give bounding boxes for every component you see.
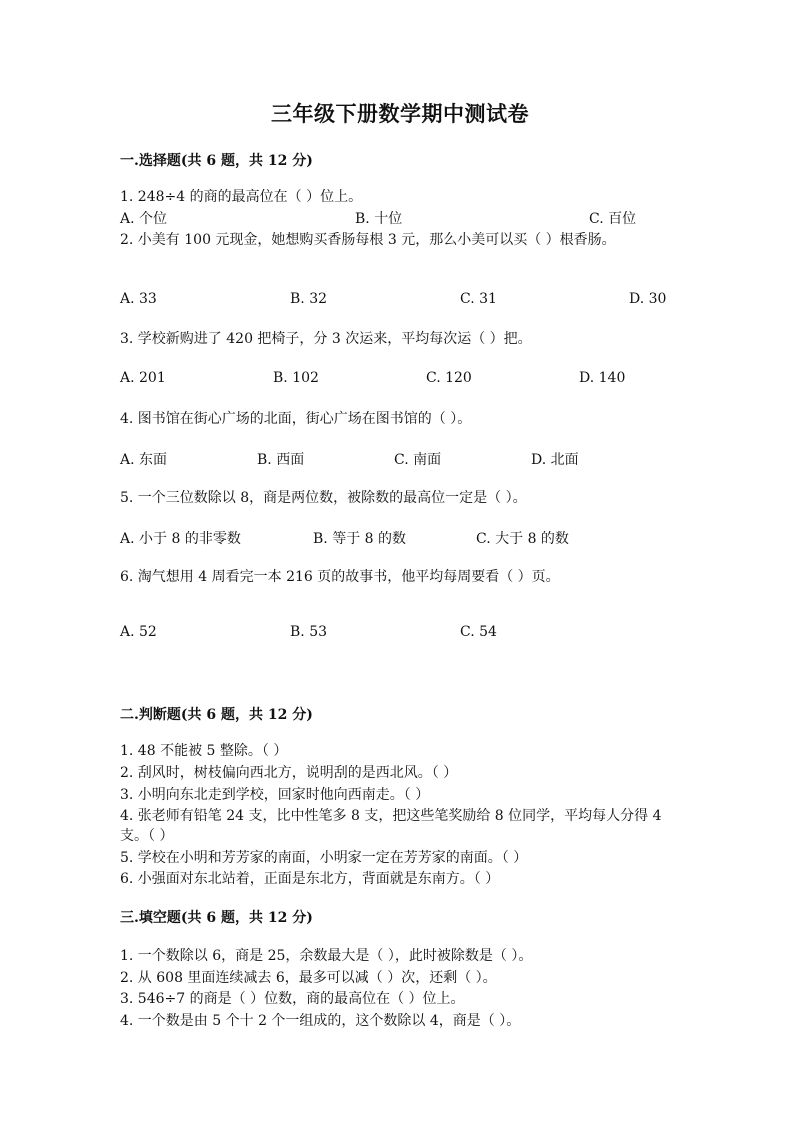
section-heading-judgment: 二.判断题(共 6 题，共 12 分) [120,707,313,723]
option-1-1-b: B. 十位 [355,211,403,227]
option-1-2-b: B. 32 [290,291,328,307]
option-1-2-c: C. 31 [460,291,497,307]
option-1-4-c: C. 南面 [394,452,442,468]
fill-item-2: 2. 从 608 里面连续减去 6，最多可以减（ ）次，还剩（ ）。 [120,970,497,986]
option-1-5-b: B. 等于 8 的数 [313,531,406,547]
option-1-3-c: C. 120 [426,370,472,386]
fill-item-4: 4. 一个数是由 5 个十 2 个一组成的，这个数除以 4，商是（ ）。 [120,1013,521,1029]
question-1-1: 1. 248÷4 的商的最高位在（ ）位上。 [120,189,363,205]
question-1-6: 6. 淘气想用 4 周看完一本 216 页的故事书，他平均每周要看（ ）页。 [120,569,560,585]
option-1-2-d: D. 30 [629,291,667,307]
option-1-1-a: A. 个位 [120,211,168,227]
option-1-5-c: C. 大于 8 的数 [476,531,569,547]
judgment-item-6: 6. 小强面对东北站着，正面是东北方，背面就是东南方。（ ） [120,871,500,887]
judgment-item-5: 5. 学校在小明和芳芳家的南面，小明家一定在芳芳家的南面。（ ） [120,850,528,866]
option-1-4-d: D. 北面 [531,452,579,468]
option-1-2-a: A. 33 [120,291,157,307]
judgment-item-3: 3. 小明向东北走到学校，回家时他向西南走。（ ） [120,787,430,803]
fill-item-3: 3. 546÷7 的商是（ ）位数，商的最高位在（ ）位上。 [120,991,465,1007]
section-heading-choice: 一.选择题(共 6 题，共 12 分) [120,153,313,169]
option-1-4-b: B. 西面 [257,452,305,468]
judgment-item-1: 1. 48 不能被 5 整除。（ ） [120,743,288,759]
option-1-3-d: D. 140 [579,370,626,386]
question-1-3: 3. 学校新购进了 420 把椅子，分 3 次运来，平均每次运（ ）把。 [120,331,532,347]
option-1-3-b: B. 102 [273,370,319,386]
option-1-4-a: A. 东面 [120,452,168,468]
page-title: 三年级下册数学期中测试卷 [271,101,529,126]
option-1-3-a: A. 201 [120,370,166,386]
option-1-6-c: C. 54 [460,624,497,640]
judgment-item-2: 2. 刮风时，树枝偏向西北方，说明刮的是西北风。（ ） [120,765,458,781]
question-1-2: 2. 小美有 100 元现金，她想购买香肠每根 3 元，那么小美可以买（ ）根香肠。 [120,232,616,248]
option-1-5-a: A. 小于 8 的非零数 [120,531,241,547]
option-1-1-c: C. 百位 [589,211,637,227]
option-1-6-a: A. 52 [120,624,157,640]
fill-item-1: 1. 一个数除以 6，商是 25，余数最大是（ ），此时被除数是（ ）。 [120,948,533,964]
question-1-4: 4. 图书馆在街心广场的北面，街心广场在图书馆的（ ）。 [120,411,472,427]
judgment-item-4: 4. 张老师有铅笔 24 支，比中性笔多 8 支，把这些笔奖励给 8 位同学，平均每人分得 4 支。（ ） [120,808,662,844]
section-heading-fill-blank: 三.填空题(共 6 题，共 12 分) [120,910,313,926]
question-1-5: 5. 一个三位数除以 8，商是两位数，被除数的最高位一定是（ ）。 [120,490,527,506]
option-1-6-b: B. 53 [290,624,328,640]
